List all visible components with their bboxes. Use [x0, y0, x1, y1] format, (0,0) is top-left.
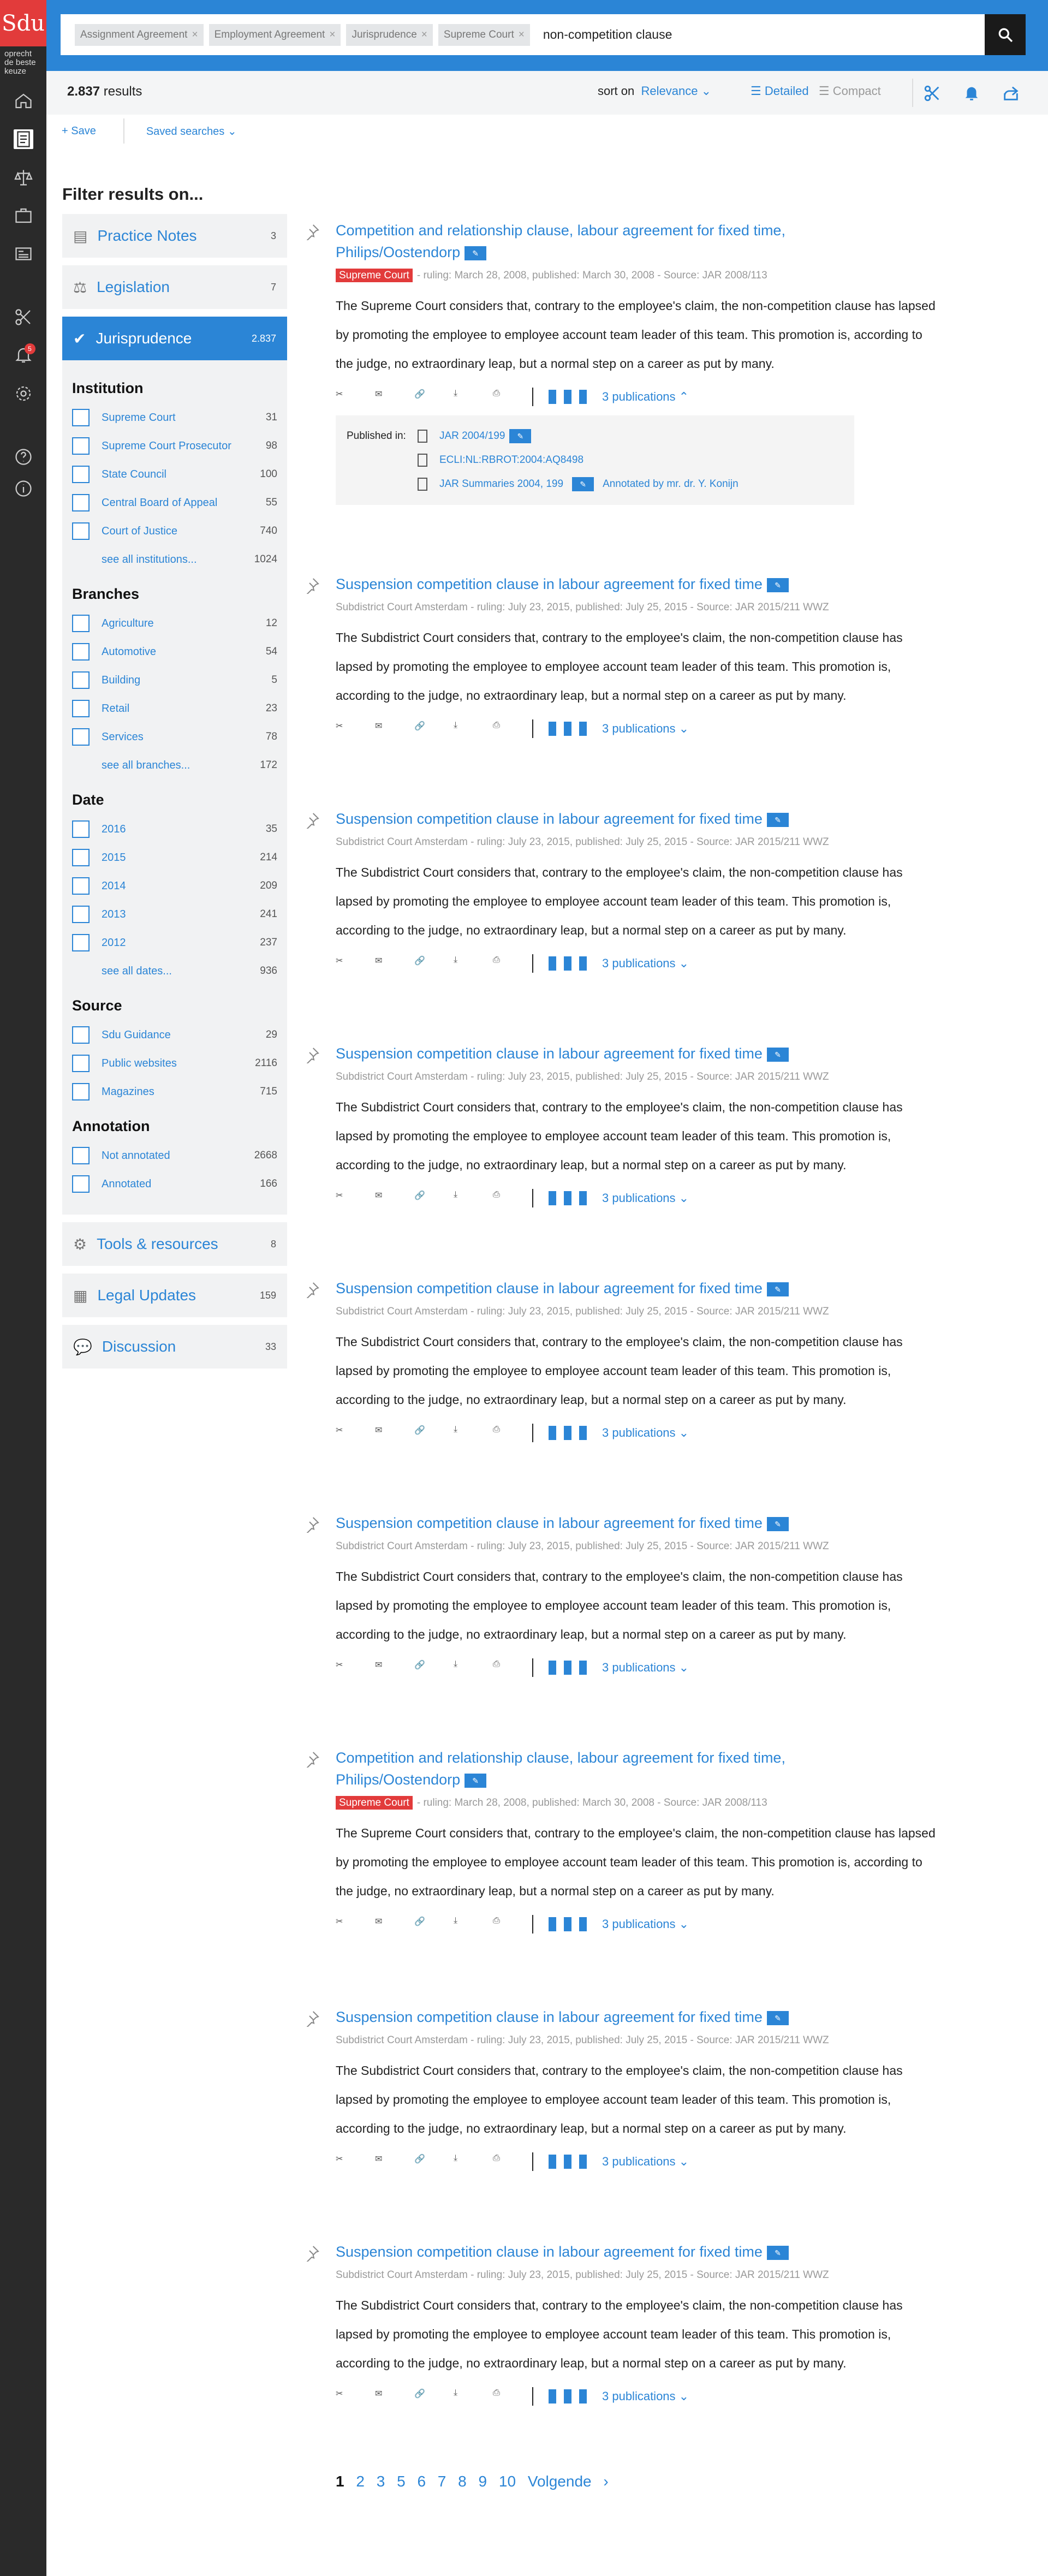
pin-icon [303, 1750, 320, 1768]
checkbox [72, 728, 90, 746]
chat-icon: 💬 [73, 1338, 92, 1355]
pagination: 1 2 3 5 6 7 8 9 10 Volgende › [336, 2473, 609, 2490]
save-row [62, 115, 237, 147]
facet-option[interactable]: Not annotated 2668 [72, 1141, 277, 1170]
download-icon[interactable]: ⤓ [454, 389, 458, 398]
filter-chip[interactable]: Jurisprudence × [346, 24, 432, 46]
news-icon[interactable] [14, 244, 33, 264]
section-jurisprudence[interactable]: ✔ Jurisprudence 2.837 [62, 317, 287, 360]
result-actions [303, 386, 958, 408]
facet-option[interactable]: Retail 23 [72, 694, 277, 723]
checkbox [72, 1175, 90, 1193]
checkbox [72, 1083, 90, 1100]
result-item: Competition and relationship clause, labour agreement for fixed time, Philips/Oostendorp ✎ Supreme Court - ruling: March 28, 2008, published: March 30, 2008 - Source: JAR 2008/113 The Supreme Court considers that, contrary to the employee's claim, the non-competition clause has lapsed by promoting the employee to employee account team leader of this team. This promotion is, according to the judge, no extraordinary leap, but a normal step on a career as put by many. ✂ ✉ 🔗 ⤓ ⎙ 3 publications ⌄ [303, 1747, 958, 1935]
checkbox [72, 877, 90, 895]
checkbox [72, 820, 90, 838]
pin-icon [303, 2244, 320, 2262]
pin-icon [303, 1046, 320, 1063]
facet-option[interactable]: Annotated 166 [72, 1170, 277, 1198]
checkbox [72, 671, 90, 689]
settings-icon[interactable] [14, 384, 33, 403]
section-legal-updates[interactable]: ▦ Legal Updates 159 [62, 1274, 287, 1317]
pin-icon [303, 1281, 320, 1298]
result-item: Suspension competition clause in labour agreement for fixed time ✎ Subdistrict Court Amsterdam - ruling: July 23, 2015, published: July 25, 2015 - Source: JAR 2015/211 WWZ The Subdistrict Court considers that, contrary to the employee's claim, the non-competition clause has lapsed by promoting the employee to employee account team leader of this team. This promotion is, according to the judge, no extraordinary leap, but a normal step on a career as put by many. ✂ ✉ 🔗 ⤓ ⎙ 3 publications ⌄ [303, 2241, 958, 2407]
remove-chip-icon: × [518, 28, 525, 40]
scissors-icon[interactable] [14, 307, 33, 327]
facet-option[interactable]: 2014 209 [72, 872, 277, 900]
result-count: 2.837 results [67, 84, 142, 99]
tagline: oprecht de beste keuze [4, 49, 36, 76]
publication-link[interactable]: JAR 2004/199 [439, 430, 505, 442]
scales-icon[interactable] [14, 168, 33, 187]
checkbox [72, 494, 90, 511]
result-title[interactable]: Suspension competition clause in labour agreement for fixed time ✎ [303, 573, 958, 595]
sort-control[interactable]: sort on Relevance ⌄ [598, 84, 712, 98]
facet-option[interactable]: Supreme Court 31 [72, 403, 277, 432]
result-item: Competition and relationship clause, labour agreement for fixed time, Philips/Oostendorp ✎ Supreme Court - ruling: March 28, 2008, published: March 30, 2008 - Source: JAR 2008/113 The Supreme Court considers that, contrary to the employee's claim, the non-competition clause has lapsed by promoting the employee to employee account team leader of this team. This promotion is, according to the judge, no extraordinary leap, but a normal step on a career as put by many. ✂ ✉ 🔗 ⤓ ⎙ 3 publications ⌃ Published in: JAR 2004/199 ✎ ECLI:NL:RBROT:2004:AQ8498 JAR Summaries 2004, 199 ✎ Annotated by mr. dr. Y. Konijn [303, 219, 958, 505]
briefcase-icon[interactable] [14, 206, 33, 225]
saved-searches-button[interactable]: Saved searches ⌄ [146, 125, 237, 138]
filter-chip[interactable]: Assignment Agreement × [75, 24, 204, 46]
checkbox [72, 1026, 90, 1044]
facet-option[interactable]: Agriculture 12 [72, 609, 277, 638]
info-icon[interactable] [14, 479, 33, 498]
checkbox [72, 437, 90, 455]
publications-panel: Published in: JAR 2004/199 ✎ ECLI:NL:RBROT:2004:AQ8498 JAR Summaries 2004, 199 ✎ Annotated by mr. dr. Y. Konijn [336, 415, 854, 505]
app-rail [0, 0, 46, 2576]
search-input[interactable]: non-competition clause [543, 27, 672, 41]
bell-icon[interactable] [962, 84, 981, 103]
pin-icon[interactable] [303, 223, 320, 240]
facet-option[interactable]: Supreme Court Prosecutor 98 [72, 432, 277, 460]
section-practice-notes[interactable]: ▤ Practice Notes 3 [62, 214, 287, 258]
facet-option[interactable]: Magazines 715 [72, 1078, 277, 1106]
facet-option[interactable]: Automotive 54 [72, 638, 277, 666]
see-all-link[interactable]: see all dates... 936 [102, 965, 277, 977]
facet-option[interactable]: Public websites 2116 [72, 1049, 277, 1078]
bell-icon[interactable] [14, 346, 33, 365]
facet-option[interactable]: 2015 214 [72, 843, 277, 872]
pin-icon [303, 1515, 320, 1533]
news-icon: ▦ [73, 1287, 88, 1304]
pin-icon[interactable] [303, 576, 320, 594]
see-all-link[interactable]: see all branches... 172 [102, 759, 277, 771]
view-toggle[interactable]: ☰ Detailed ☰ Compact [751, 84, 881, 98]
checkbox [72, 1147, 90, 1164]
scissors-icon[interactable] [923, 84, 942, 103]
result-item: Suspension competition clause in labour agreement for fixed time ✎ Subdistrict Court Amsterdam - ruling: July 23, 2015, published: July 25, 2015 - Source: JAR 2015/211 WWZ The Subdistrict Court considers that, contrary to the employee's claim, the non-competition clause has lapsed by promoting the employee to employee account team leader of this team. This promotion is, according to the judge, no extraordinary leap, but a normal step on a career as put by many. ✂ ✉ 🔗 ⤓ ⎙ 3 publications ⌄ [303, 808, 958, 974]
facet-option[interactable]: Sdu Guidance 29 [72, 1021, 277, 1049]
facet-option[interactable]: State Council 100 [72, 460, 277, 489]
checkbox [72, 643, 90, 661]
checkbox [72, 700, 90, 717]
document-icon [418, 478, 427, 491]
filter-chip[interactable]: Supreme Court × [438, 24, 530, 46]
print-icon[interactable]: ⎙ [493, 389, 500, 398]
remove-chip-icon: × [192, 28, 198, 40]
section-discussion[interactable]: 💬 Discussion 33 [62, 1325, 287, 1369]
publications-toggle[interactable]: 3 publications ⌃ [602, 390, 689, 403]
search-icon [997, 26, 1014, 44]
search-bar[interactable] [61, 14, 1026, 55]
pin-icon [303, 811, 320, 829]
checkbox [72, 522, 90, 540]
section-legislation[interactable]: ⚖ Legislation 7 [62, 265, 287, 309]
remove-chip-icon: × [329, 28, 336, 40]
result-item: Suspension competition clause in labour agreement for fixed time ✎ Subdistrict Court Amsterdam - ruling: July 23, 2015, published: July 25, 2015 - Source: JAR 2015/211 WWZ The Subdistrict Court considers that, contrary to the employee's claim, the non-competition clause has lapsed by promoting the employee to employee account team leader of this team. This promotion is, according to the judge, no extraordinary leap, but a normal step on a career as put by many. ✂ ✉ 🔗 ⤓ ⎙ 3 publications ⌄ [303, 573, 958, 740]
facet-option[interactable]: Building 5 [72, 666, 277, 694]
pin-icon [303, 2009, 320, 2027]
court-badge: Supreme Court [336, 269, 413, 282]
checkbox [72, 849, 90, 866]
checkbox [72, 409, 90, 426]
document-icon [418, 430, 427, 443]
publication-link[interactable]: JAR Summaries 2004, 199 [439, 478, 564, 490]
facet-option[interactable]: Services 78 [72, 723, 277, 751]
notification-badge: 5 [25, 343, 35, 354]
top-bar [46, 0, 1048, 71]
result-summary: The Supreme Court considers that, contrary to the employee's claim, the non-competition clause has lapsed by promoting the employee to employee account team leader of this team. This promotion is, according to the judge, no extraordinary leap, but a normal step on a career as put by many. [336, 299, 936, 371]
filter-sidebar [62, 214, 287, 1376]
help-icon[interactable] [14, 447, 33, 467]
result-title[interactable]: Competition and relationship clause, labour agreement for fixed time, Philips/Oostendorp ✎ [336, 222, 785, 260]
scissors-icon[interactable]: ✂ [336, 390, 343, 399]
facet-option[interactable]: 2012 237 [72, 929, 277, 957]
share-icon[interactable] [1002, 84, 1020, 103]
books-icon [549, 390, 594, 404]
filter-chip[interactable]: Employment Agreement × [209, 24, 341, 46]
document-icon [418, 454, 427, 467]
mail-icon[interactable]: ✉ [375, 390, 383, 399]
result-item: Suspension competition clause in labour agreement for fixed time ✎ Subdistrict Court Amsterdam - ruling: July 23, 2015, published: July 25, 2015 - Source: JAR 2015/211 WWZ The Subdistrict Court considers that, contrary to the employee's claim, the non-competition clause has lapsed by promoting the employee to employee account team leader of this team. This promotion is, according to the judge, no extraordinary leap, but a normal step on a career as put by many. ✂ ✉ 🔗 ⤓ ⎙ 3 publications ⌄ [303, 2006, 958, 2173]
main-content [46, 71, 1048, 2576]
remove-chip-icon: × [421, 28, 427, 40]
facet-option[interactable]: Court of Justice 740 [72, 517, 277, 545]
gear-icon: ⚙ [73, 1235, 87, 1253]
facet-option[interactable]: 2013 241 [72, 900, 277, 929]
checkbox [72, 615, 90, 632]
home-icon[interactable] [14, 91, 33, 111]
search-button[interactable] [985, 14, 1026, 55]
section-tools[interactable]: ⚙ Tools & resources 8 [62, 1222, 287, 1266]
result-item: Suspension competition clause in labour agreement for fixed time ✎ Subdistrict Court Amsterdam - ruling: July 23, 2015, published: July 25, 2015 - Source: JAR 2015/211 WWZ The Subdistrict Court considers that, contrary to the employee's claim, the non-competition clause has lapsed by promoting the employee to employee account team leader of this team. This promotion is, according to the judge, no extraordinary leap, but a normal step on a career as put by many. ✂ ✉ 🔗 ⤓ ⎙ 3 publications ⌄ [303, 1277, 958, 1444]
result-item: Suspension competition clause in labour agreement for fixed time ✎ Subdistrict Court Amsterdam - ruling: July 23, 2015, published: July 25, 2015 - Source: JAR 2015/211 WWZ The Subdistrict Court considers that, contrary to the employee's claim, the non-competition clause has lapsed by promoting the employee to employee account team leader of this team. This promotion is, according to the judge, no extraordinary leap, but a normal step on a career as put by many. ✂ ✉ 🔗 ⤓ ⎙ 3 publications ⌄ [303, 1043, 958, 1209]
next-page-link[interactable]: Volgende › [527, 2473, 609, 2490]
results-bar [46, 71, 1048, 115]
checkbox [72, 466, 90, 483]
link-icon[interactable]: 🔗 [414, 390, 425, 399]
facet-option[interactable]: 2016 35 [72, 815, 277, 843]
facet-option[interactable]: Central Board of Appeal 55 [72, 489, 277, 517]
see-all-link[interactable]: see all institutions... 1024 [102, 553, 277, 566]
result-item: Suspension competition clause in labour agreement for fixed time ✎ Subdistrict Court Amsterdam - ruling: July 23, 2015, published: July 25, 2015 - Source: JAR 2015/211 WWZ The Subdistrict Court considers that, contrary to the employee's claim, the non-competition clause has lapsed by promoting the employee to employee account team leader of this team. This promotion is, according to the judge, no extraordinary leap, but a normal step on a career as put by many. ✂ ✉ 🔗 ⤓ ⎙ 3 publications ⌄ [303, 1512, 958, 1679]
save-button[interactable]: + Save [62, 124, 96, 137]
check-icon: ✔ [73, 330, 86, 347]
annotation-icon: ✎ [465, 246, 486, 260]
sdu-logo[interactable]: Sdu [0, 0, 46, 46]
checkbox [72, 1055, 90, 1072]
jurisprudence-filters: Institution Supreme Court 31 Supreme Court Prosecutor 98 State Council 100 Central Board of Appeal 55 Court of Justice 740 see all institutions... 1024 Branches Agriculture 12 Automotive 54 Building 5 Retail 23 Services 78 see all branches... 172 Date 2016 35 2015 214 2014 209 2013 241 2012 237 see all dates... 936 Source Sdu Guidance 29 Public websites 2116 Magazines 715 Annotation Not annotated 2668 Annotated 166 [62, 360, 287, 1215]
checkbox [72, 934, 90, 951]
checkbox [72, 906, 90, 923]
document-icon[interactable] [14, 129, 33, 149]
publication-link[interactable]: ECLI:NL:RBROT:2004:AQ8498 [439, 454, 584, 466]
filter-title: Filter results on... [62, 185, 204, 204]
